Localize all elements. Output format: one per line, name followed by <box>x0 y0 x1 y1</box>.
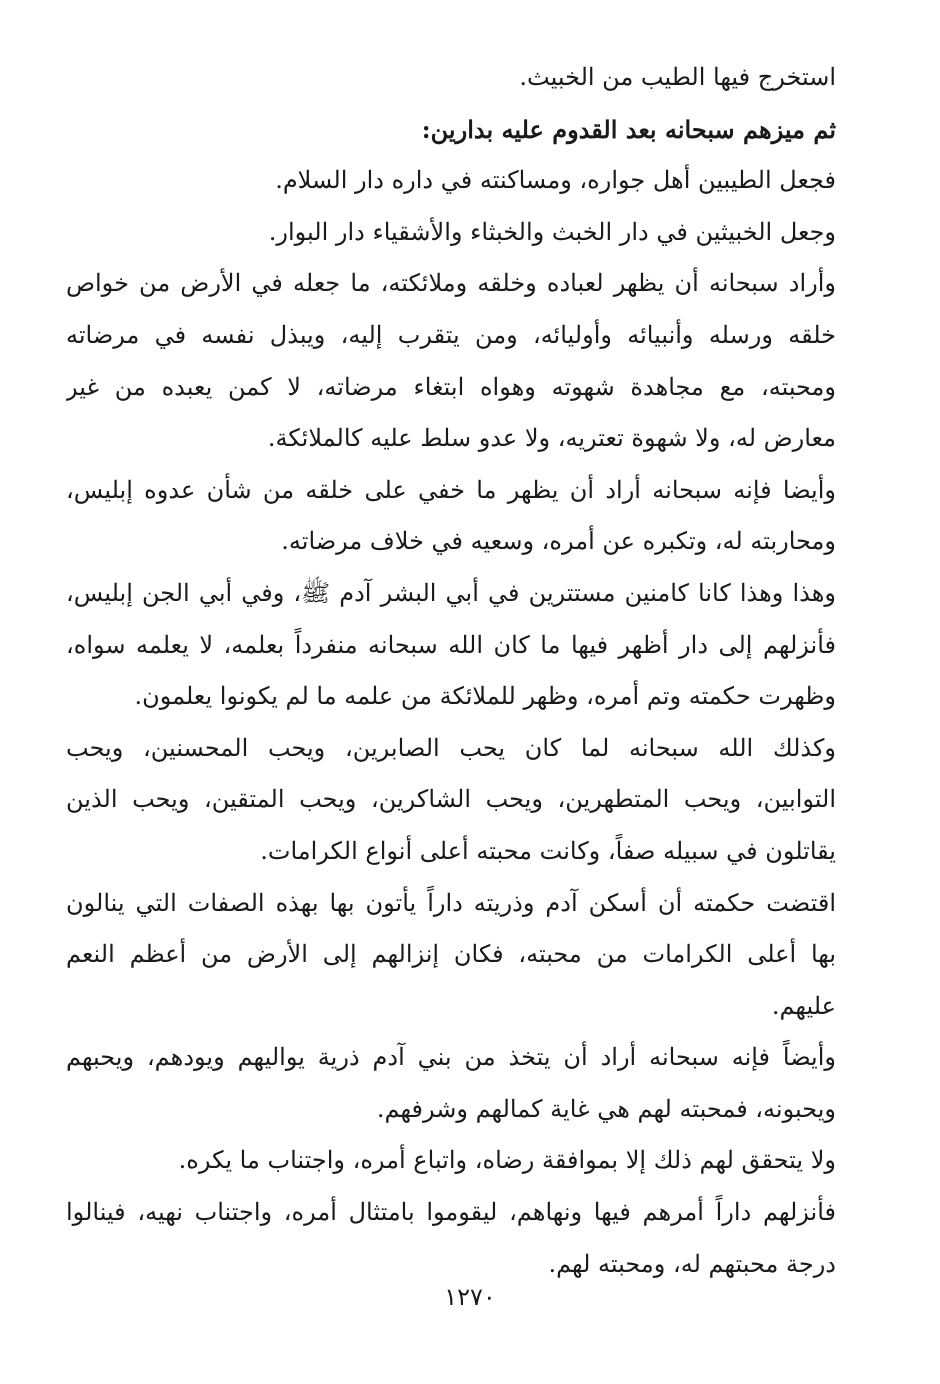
text-line: ويحبونه، فمحبته لهم هي غاية كمالهم وشرفهم. <box>376 1094 836 1123</box>
text-line: عليهم. <box>771 991 836 1020</box>
text-line: يقاتلون في سبيله صفاً، وكانت محبته أعلى أنواع الكرامات. <box>260 836 836 865</box>
text-line: اقتضت حكمته أن أسكن آدم وذريته داراً يأتون بها بهذه الصفات التي ينالون <box>66 888 836 917</box>
text-line: خلقه ورسله وأنبيائه وأوليائه، ومن يتقرب إليه، ويبذل نفسه في مرضاته <box>66 320 836 349</box>
text-line: وأيضا فإنه سبحانه أراد أن يظهر ما خفي على خلقه من شأن عدوه إبليس، <box>66 475 836 504</box>
text-line: بها أعلى الكرامات من محبته، فكان إنزالهم إلى الأرض من أعظم النعم <box>66 940 836 969</box>
text-line: وأيضاً فإنه سبحانه أراد أن يتخذ من بني آدم ذرية يواليهم ويودهم، ويحبهم <box>66 1043 836 1072</box>
text-line: معارض له، ولا شهوة تعتريه، ولا عدو سلط عليه كالملائكة. <box>267 424 836 453</box>
text-line: وكذلك الله سبحانه لما كان يحب الصابرين، ويحب المحسنين، ويحب <box>66 733 836 762</box>
text-line: وهذا وهذا كانا كامنين مستترين في أبي البشر آدم ﷺ، وفي أبي الجن إبليس، <box>66 578 836 607</box>
text-line: فأنزلهم إلى دار أظهر فيها ما كان الله سبحانه منفرداً بعلمه، لا يعلمه سواه، <box>66 630 836 659</box>
text-line: وأراد سبحانه أن يظهر لعباده وخلقه وملائكته، ما جعله في الأرض من خواص <box>66 269 836 298</box>
section-heading: ثم ميزهم سبحانه بعد القدوم عليه بدارين: <box>421 114 836 144</box>
text-line: ومحبته، مع مجاهدة شهوته وهواه ابتغاء مرضاته، لا كمن يعبده من غير <box>66 372 836 401</box>
text-line: ومحاربته له، وتكبره عن أمره، وسعيه في خلاف مرضاته. <box>281 527 836 556</box>
text-line: فأنزلهم داراً أمرهم فيها ونهاهم، ليقوموا بامتثال أمره، واجتناب نهيه، فينالوا <box>66 1198 836 1227</box>
page-body <box>66 52 836 1290</box>
page-number: ١٢٧٠ <box>444 1283 496 1311</box>
text-line: وجعل الخبيثين في دار الخبث والخبثاء والأشقياء دار البوار. <box>268 217 836 246</box>
text-line: التوابين، ويحب المتطهرين، ويحب الشاكرين، ويحب المتقين، ويحب الذين <box>66 785 836 814</box>
text-line: فجعل الطيبين أهل جواره، ومساكنته في داره دار السلام. <box>275 166 836 195</box>
text-line: وظهرت حكمته وتم أمره، وظهر للملائكة من علمه ما لم يكونوا يعلمون. <box>134 682 836 711</box>
text-line: درجة محبتهم له، ومحبته لهم. <box>548 1249 836 1278</box>
text-line: ولا يتحقق لهم ذلك إلا بموافقة رضاه، واتباع أمره، واجتناب ما يكره. <box>178 1146 836 1175</box>
text-line: استخرج فيها الطيب من الخبيث. <box>519 63 836 91</box>
